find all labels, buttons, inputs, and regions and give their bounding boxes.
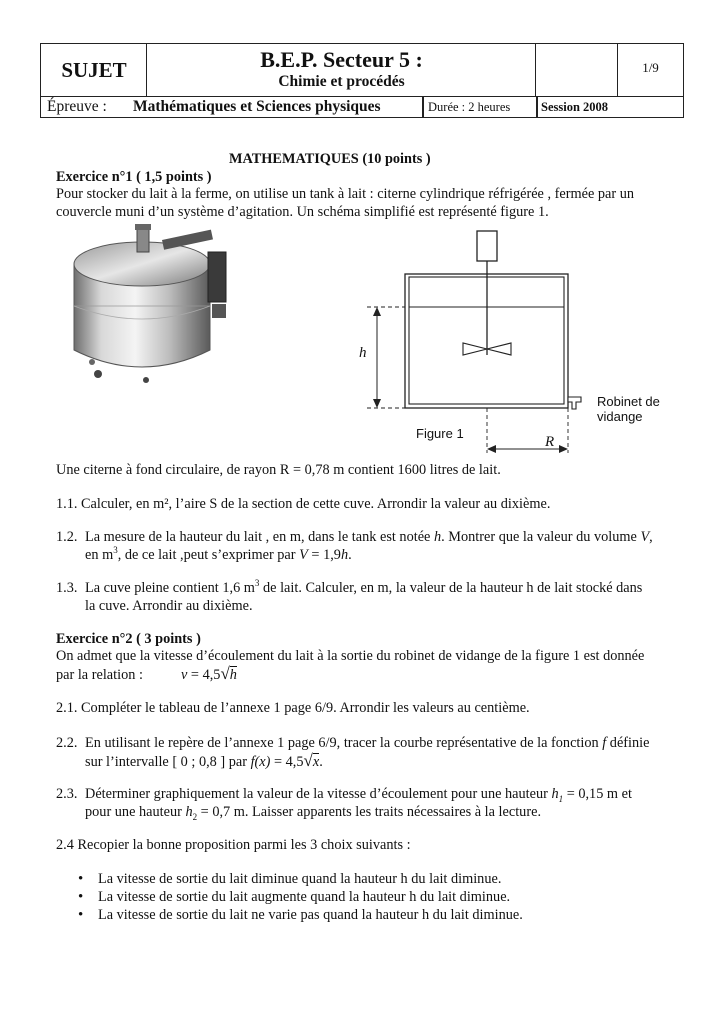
- q1-3-line2: la cuve. Arrondir au dixième.: [85, 598, 253, 614]
- q2-1: 2.1. Compléter le tableau de l’annexe 1 page 6/9. Arrondir les valeurs au centième.: [56, 700, 530, 716]
- ex2-intro-1: On admet que la vitesse d’écoulement du lait à la sortie du robinet de vidange de la figure 1 est donnée: [56, 648, 645, 664]
- ex1-statement: Une citerne à fond circulaire, de rayon R = 0,78 m contient 1600 litres de lait.: [56, 462, 501, 478]
- duree: Durée : 2 heures: [428, 100, 511, 114]
- figure-h-label: h: [359, 345, 367, 361]
- exam-title: B.E.P. Secteur 5 :: [260, 47, 423, 72]
- q2-2-line1: En utilisant le repère de l’annexe 1 page 6/9, tracer la courbe représentative de la fonction f définie: [85, 735, 650, 751]
- sujet-label: SUJET: [61, 58, 127, 82]
- divider: [536, 97, 538, 117]
- page-number: 1/9: [642, 60, 659, 75]
- q1-3-line1: La cuve pleine contient 1,6 $m^3$ de lait. Calculer, en m, la valeur de la hauteur h de lait stocké dans: [85, 578, 643, 596]
- header-row-epreuve: [41, 96, 683, 118]
- session: Session 2008: [541, 100, 609, 114]
- sujet-cell: [41, 44, 147, 96]
- choice-list: [56, 870, 676, 924]
- q1-2-line1: La mesure de la hauteur du lait , en m, dans le tank est notée h. Montrer que la valeur du volume V,: [85, 529, 653, 545]
- choice-item: • La vitesse de sortie du lait ne varie pas quand la hauteur h du lait diminue.: [56, 906, 676, 924]
- ex1-intro-2: couvercle muni d’un système d’agitation. Un schéma simplifié est représenté figure 1.: [56, 204, 549, 220]
- q1-2-line2: en $m^3$, de ce lait ,peut s’exprimer par V = 1,9h.: [85, 545, 352, 563]
- blank-cell: [536, 44, 618, 96]
- title-cell: [147, 44, 536, 96]
- q2-2-num: 2.2.: [56, 735, 78, 751]
- q2-3-line2: pour une hauteur $h_2 = 0,7$ m. Laisser apparents les traits nécessaires à la lecture.: [85, 804, 542, 822]
- q2-2-line2: sur l’intervalle [ 0 ; 0,8 ] par f(x) = 4,5√x.: [85, 751, 323, 770]
- exam-subtitle: Chimie et procédés: [278, 73, 405, 90]
- ex2-formula: v = 4,5√h: [181, 664, 237, 683]
- epreuve-label: Épreuve :: [47, 98, 107, 115]
- epreuve-value: Mathématiques et Sciences physiques: [133, 98, 381, 115]
- choice-item: • La vitesse de sortie du lait diminue quand la hauteur h du lait diminue.: [56, 870, 676, 888]
- header-table: [40, 43, 684, 118]
- robinet-label-2: vidange: [597, 409, 643, 424]
- divider: [422, 97, 424, 117]
- q1-2-num: 1.2.: [56, 529, 78, 545]
- q2-3-line1: Déterminer graphiquement la valeur de la vitesse d’écoulement pour une hauteur $h_1 = 0,15$ m et: [85, 786, 632, 804]
- ex2-intro-2: par la relation :: [56, 667, 143, 683]
- q1-1: 1.1. Calculer, en m², l’aire S de la section de cette cuve. Arrondir la valeur au dixième.: [56, 496, 551, 512]
- q2-3-num: 2.3.: [56, 786, 78, 802]
- figure-caption: Figure 1: [416, 426, 464, 441]
- q2-4: 2.4 Recopier la bonne proposition parmi les 3 choix suivants :: [56, 837, 411, 853]
- choice-item: • La vitesse de sortie du lait augmente quand la hauteur h du lait diminue.: [56, 888, 676, 906]
- tank-photo: [62, 222, 242, 387]
- ex1-intro-1: Pour stocker du lait à la ferme, on utilise un tank à lait : citerne cylindrique réfrigérée , fermée par un: [56, 186, 634, 202]
- robinet-label-1: Robinet de: [597, 394, 660, 409]
- ex1-title: Exercice n°1 ( 1,5 points ): [56, 169, 212, 185]
- figure-r-label: R: [545, 434, 555, 450]
- section-title: MATHEMATIQUES (10 points ): [229, 151, 431, 167]
- q1-3-num: 1.3.: [56, 580, 78, 596]
- robinet-label: [597, 394, 660, 424]
- ex2-title: Exercice n°2 ( 3 points ): [56, 631, 201, 647]
